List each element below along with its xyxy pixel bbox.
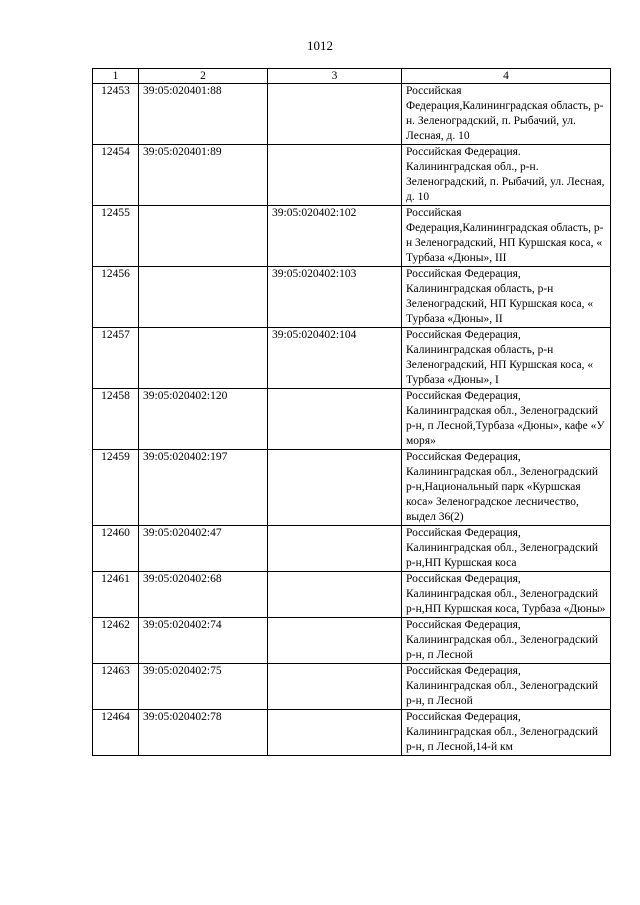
- related-cadastral-number-cell: [268, 145, 402, 206]
- row-number-cell: 12460: [93, 526, 139, 572]
- row-number-cell: 12453: [93, 84, 139, 145]
- related-cadastral-number-cell: [268, 618, 402, 664]
- cadastral-number-cell: 39:05:020401:89: [139, 145, 268, 206]
- cadastral-number-cell: 39:05:020402:74: [139, 618, 268, 664]
- address-cell: Российская Федерация,Калининградская область, р-н. Зеленоградский, п. Рыбачий, ул. Лесная, д. 10: [402, 84, 611, 145]
- registry-table: [92, 68, 611, 756]
- related-cadastral-number-cell: [268, 450, 402, 526]
- row-number-cell: 12457: [93, 328, 139, 389]
- row-number-cell: 12462: [93, 618, 139, 664]
- address-cell: Российская Федерация. Калининградская обл., р-н. Зеленоградский, п. Рыбачий, ул. Лесная, д. 10: [402, 145, 611, 206]
- related-cadastral-number-cell: [268, 526, 402, 572]
- related-cadastral-number-cell: [268, 572, 402, 618]
- related-cadastral-number-cell: 39:05:020402:103: [268, 267, 402, 328]
- cadastral-number-cell: [139, 267, 268, 328]
- table-row: [93, 145, 611, 206]
- address-cell: Российская Федерация, Калининградская обл., Зеленоградский р-н, п Лесной,14-й км: [402, 710, 611, 756]
- table-row: [93, 526, 611, 572]
- header-row: [93, 69, 611, 84]
- table-row: [93, 618, 611, 664]
- address-cell: Российская Федерация, Калининградская обл., Зеленоградский р-н,НП Куршская коса: [402, 526, 611, 572]
- column-header-4: 4: [402, 69, 611, 84]
- table-row: [93, 267, 611, 328]
- table-row: [93, 450, 611, 526]
- cadastral-number-cell: 39:05:020402:120: [139, 389, 268, 450]
- row-number-cell: 12464: [93, 710, 139, 756]
- row-number-cell: 12458: [93, 389, 139, 450]
- address-cell: Российская Федерация, Калининградская обл., Зеленоградский р-н, п Лесной,Турбаза «Дюны», кафе «У моря»: [402, 389, 611, 450]
- address-cell: Российская Федерация,Калининградская область, р-н Зеленоградский, НП Куршская коса, « Турбаза «Дюны», III: [402, 206, 611, 267]
- cadastral-number-cell: 39:05:020401:88: [139, 84, 268, 145]
- column-header-1: 1: [93, 69, 139, 84]
- table-row: [93, 572, 611, 618]
- address-cell: Российская Федерация, Калининградская обл., Зеленоградский р-н, п Лесной: [402, 618, 611, 664]
- related-cadastral-number-cell: [268, 664, 402, 710]
- table-row: [93, 664, 611, 710]
- table-row: [93, 710, 611, 756]
- address-cell: Российская Федерация, Калининградская обл., Зеленоградский р-н,Национальный парк «Куршская коса» Зеленоградское лесничество, выдел 36(2): [402, 450, 611, 526]
- related-cadastral-number-cell: [268, 389, 402, 450]
- column-header-2: 2: [139, 69, 268, 84]
- row-number-cell: 12459: [93, 450, 139, 526]
- cadastral-number-cell: 39:05:020402:78: [139, 710, 268, 756]
- cadastral-number-cell: [139, 206, 268, 267]
- row-number-cell: 12455: [93, 206, 139, 267]
- address-cell: Российская Федерация, Калининградская обл., Зеленоградский р-н,НП Куршская коса, Турбаза «Дюны»: [402, 572, 611, 618]
- table-row: [93, 328, 611, 389]
- row-number-cell: 12461: [93, 572, 139, 618]
- address-cell: Российская Федерация, Калининградская область, р-н Зеленоградский, НП Куршская коса, « Турбаза «Дюны», II: [402, 267, 611, 328]
- address-cell: Российская Федерация, Калининградская обл., Зеленоградский р-н, п Лесной: [402, 664, 611, 710]
- cadastral-number-cell: [139, 328, 268, 389]
- table-header: [93, 69, 611, 84]
- related-cadastral-number-cell: [268, 84, 402, 145]
- cadastral-number-cell: 39:05:020402:47: [139, 526, 268, 572]
- table-row: [93, 389, 611, 450]
- cadastral-number-cell: 39:05:020402:68: [139, 572, 268, 618]
- page-number: 1012: [307, 38, 333, 53]
- table-body: [93, 84, 611, 756]
- row-number-cell: 12454: [93, 145, 139, 206]
- table-row: [93, 84, 611, 145]
- row-number-cell: 12463: [93, 664, 139, 710]
- cadastral-number-cell: 39:05:020402:75: [139, 664, 268, 710]
- column-header-3: 3: [268, 69, 402, 84]
- table-row: [93, 206, 611, 267]
- related-cadastral-number-cell: [268, 710, 402, 756]
- related-cadastral-number-cell: 39:05:020402:104: [268, 328, 402, 389]
- cadastral-number-cell: 39:05:020402:197: [139, 450, 268, 526]
- address-cell: Российская Федерация, Калининградская область, р-н Зеленоградский, НП Куршская коса, « Турбаза «Дюны», I: [402, 328, 611, 389]
- row-number-cell: 12456: [93, 267, 139, 328]
- related-cadastral-number-cell: 39:05:020402:102: [268, 206, 402, 267]
